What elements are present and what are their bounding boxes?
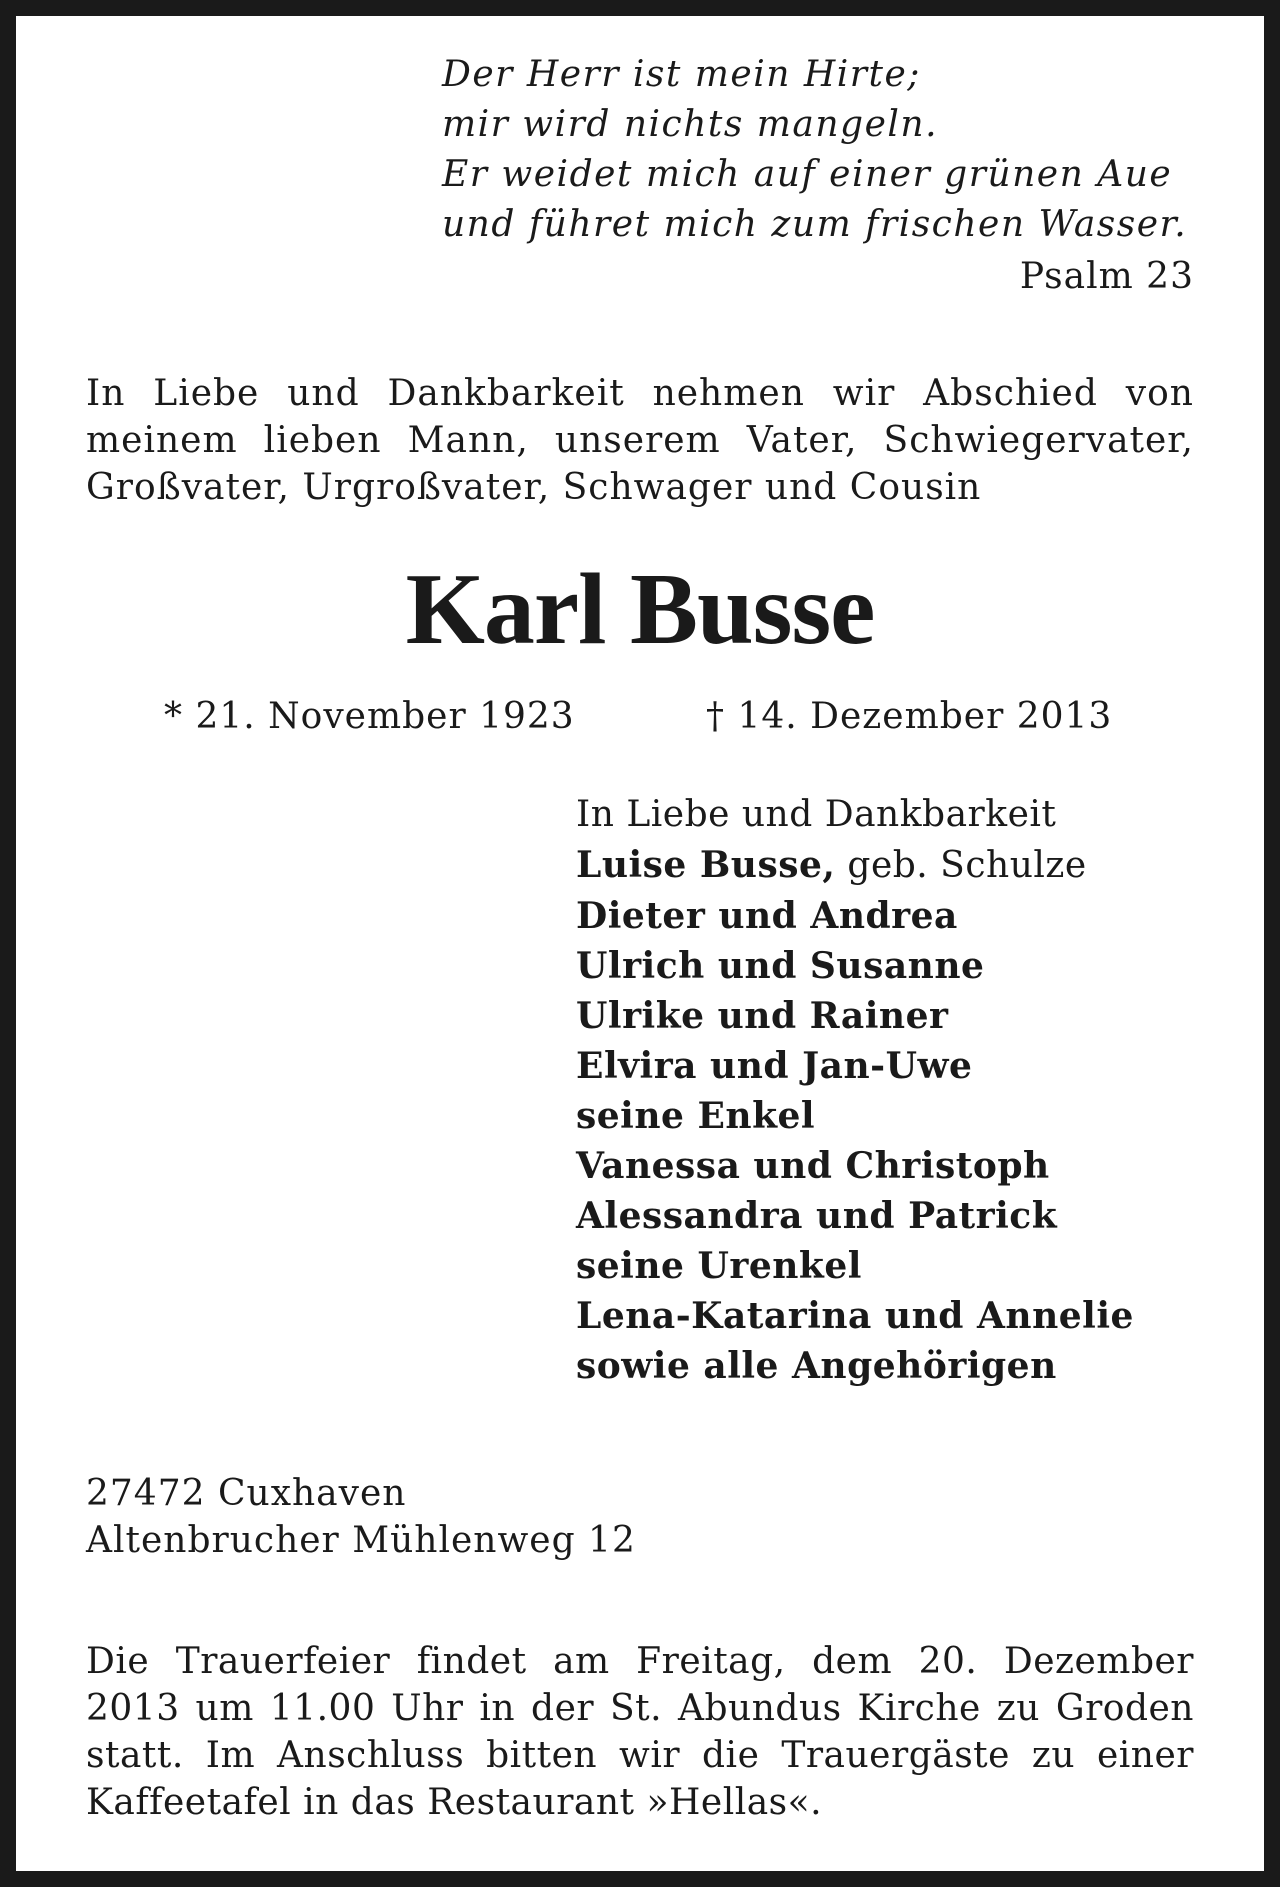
family-member: Ulrike und Rainer [576,995,949,1037]
service-line: 2013 um 11.00 Uhr in der St. Abundus Kirche zu Groden [86,1688,1194,1729]
psalm-quote [442,50,1195,250]
death-date: † 14. Dezember 2013 [706,696,1113,737]
intro-line: In Liebe und Dankbarkeit nehmen wir Abschied von [86,373,1194,414]
service-line: Die Trauerfeier findet am Freitag, dem 20. Dezember [86,1641,1194,1682]
address-block [86,1470,636,1564]
family-heading: In Liebe und Dankbarkeit [576,794,1057,835]
intro-line: meinem lieben Mann, unserem Vater, Schwiegervater, [86,420,1194,461]
birth-date: * 21. November 1923 [164,696,575,737]
deceased-name: Karl Busse [405,553,875,666]
family-member: seine Enkel [576,1095,816,1137]
psalm-line: und führet mich zum frischen Wasser. [442,204,1188,245]
family-member: Elvira und Jan-Uwe [576,1045,973,1087]
psalm-line: Er weidet mich auf einer grünen Aue [442,154,1173,195]
service-line: statt. Im Anschluss bitten wir die Trauergäste zu einer [86,1735,1194,1776]
intro-text [86,370,1194,511]
address-street: Altenbrucher Mühlenweg 12 [86,1520,636,1561]
psalm-reference: Psalm 23 [1019,256,1194,297]
psalm-line: Der Herr ist mein Hirte; [442,54,921,95]
family-member: Ulrich und Susanne [576,945,985,987]
family-widow [576,840,1216,891]
address-city: 27472 Cuxhaven [86,1473,407,1514]
family-member: Dieter und Andrea [576,895,958,937]
widow-maiden-name: geb. Schulze [835,845,1087,886]
family-member: seine Urenkel [576,1245,862,1287]
family-member: Vanessa und Christoph [576,1145,1050,1187]
family-member: Lena-Katarina und Annelie [576,1295,1134,1337]
psalm-line: mir wird nichts mangeln. [442,104,939,145]
family-member: sowie alle Angehörigen [576,1345,1057,1387]
service-line: Kaffeetafel in das Restaurant »Hellas«. [86,1782,823,1823]
intro-line: Großvater, Urgroßvater, Schwager und Cousin [86,467,982,508]
family-member: Alessandra und Patrick [576,1195,1058,1237]
family-list [576,790,1216,1391]
widow-name: Luise Busse, [576,844,836,886]
funeral-service-notice [86,1638,1194,1826]
